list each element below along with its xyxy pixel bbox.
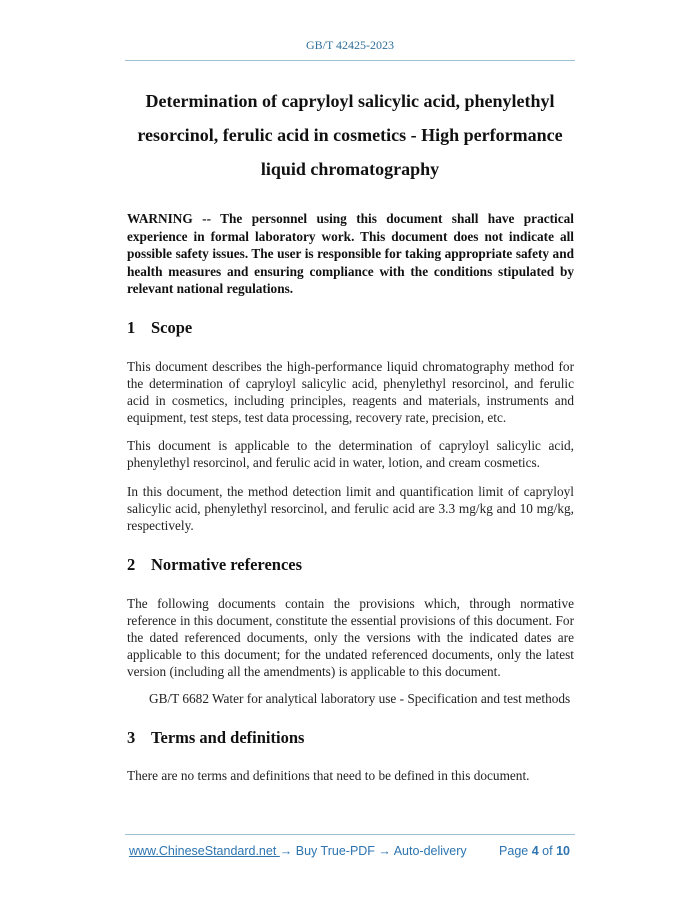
section-title: Terms and definitions <box>151 728 305 747</box>
warning-paragraph: WARNING -- The personnel using this document shall have practical experience in formal laboratory work. This document does not indicate all possible safety issues. The user is responsible for taking appropriate safety and health measures and ensuring compliance with the conditions stipulated by relevant national regulations. <box>127 211 574 296</box>
website-link[interactable]: www.ChineseStandard.net <box>129 844 280 858</box>
buy-text: Buy True-PDF <box>292 844 379 858</box>
delivery-text: Auto-delivery <box>390 844 467 858</box>
arrow-icon: → <box>279 844 293 858</box>
document-id-header: GB/T 42425-2023 <box>305 38 395 52</box>
title-line: liquid chromatography <box>260 159 440 179</box>
total-pages: 10 <box>556 844 570 858</box>
of-label: of <box>542 844 553 858</box>
section-heading-scope <box>127 318 192 338</box>
terms-paragraph: There are no terms and definitions that need to be defined in this document. <box>127 768 530 783</box>
section-heading-normative-references <box>127 555 302 575</box>
section-number: 2 <box>127 555 136 574</box>
page-footer <box>129 844 574 858</box>
title-line: Determination of capryloyl salicylic acid, phenylethyl <box>145 91 555 111</box>
section-title: Scope <box>151 318 193 337</box>
scope-paragraph: This document describes the high-performance liquid chromatography method for the determination of capryloyl salicylic acid, phenylethyl resorcinol, and ferulic acid in cosmetics, including principles, reagents and materials, instruments and equipment, test steps, test data processing, recovery rate, precision, etc. <box>127 359 574 425</box>
section-number: 3 <box>127 728 136 747</box>
current-page: 4 <box>531 844 539 858</box>
title-line: resorcinol, ferulic acid in cosmetics - High performance <box>137 125 563 145</box>
header-divider <box>125 60 575 61</box>
footer-divider <box>125 834 575 835</box>
section-heading-terms-definitions <box>127 728 304 748</box>
section-number: 1 <box>127 318 136 337</box>
page-label: Page <box>499 844 529 858</box>
scope-paragraph: This document is applicable to the determination of capryloyl salicylic acid, phenylethyl resorcinol, and ferulic acid in water, lotion, and cream cosmetics. <box>127 438 574 470</box>
section-title: Normative references <box>151 555 303 574</box>
arrow-icon: → <box>378 844 391 858</box>
page-indicator <box>499 844 570 858</box>
scope-paragraph: In this document, the method detection limit and quantification limit of capryloyl salicylic acid, phenylethyl resorcinol, and ferulic acid are 3.3 mg/kg and 10 mg/kg, respectively. <box>127 484 574 533</box>
document-title <box>125 84 575 186</box>
normative-references-paragraph: The following documents contain the provisions which, through normative reference in this document, constitute the essential provisions of this document. For the dated referenced documents, only the versions with the indicated dates are applicable to this document; for the undated referenced documents, only the latest version (including all the amendments) is applicable to this document. <box>127 596 574 679</box>
reference-item: GB/T 6682 Water for analytical laboratory use - Specification and test methods <box>149 691 571 706</box>
